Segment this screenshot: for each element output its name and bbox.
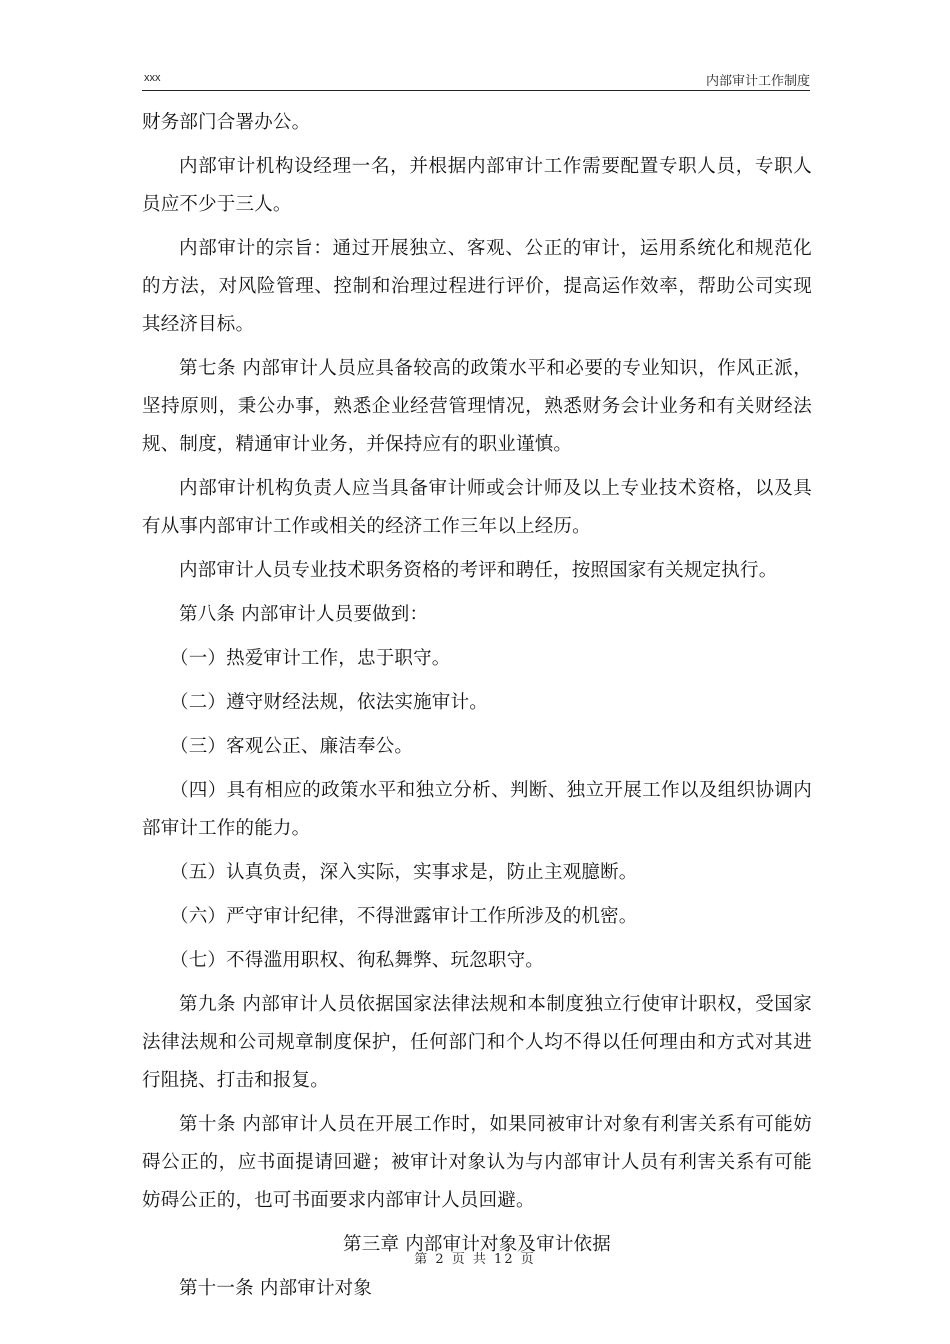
paragraph: 内部审计人员专业技术职务资格的考评和聘任，按照国家有关规定执行。	[179, 560, 778, 581]
list-item: （二）遵守财经法规，依法实施审计。	[170, 692, 488, 713]
paragraph: 内部审计的宗旨：通过开展独立、客观、公正的审计，运用系统化和规范化的方法，对风险管理、控制和治理过程进行评价，提高运作效率，帮助公司实现其经济目标。	[142, 238, 812, 335]
paragraph: 财务部门合署办公。	[142, 112, 311, 133]
list-item: （六）严守审计纪律，不得泄露审计工作所涉及的机密。	[170, 906, 638, 927]
list-item: （五）认真负责，深入实际，实事求是，防止主观臆断。	[170, 862, 638, 883]
paragraph: 内部审计机构负责人应当具备审计师或会计师及以上专业技术资格，以及具有从事内部审计工作或相关的经济工作三年以上经历。	[142, 478, 812, 537]
article-7: 第七条 内部审计人员应具备较高的政策水平和必要的专业知识，作风正派，坚持原则，秉公办事，熟悉企业经营管理情况，熟悉财务会计业务和有关财经法规、制度，精通审计业务，并保持应有的职业谨慎。	[142, 358, 812, 455]
list-item: （七）不得滥用职权、徇私舞弊、玩忽职守。	[170, 950, 545, 971]
paragraph: 内部审计机构设经理一名，并根据内部审计工作需要配置专职人员，专职人员应不少于三人。	[142, 156, 812, 215]
list-item: （四）具有相应的政策水平和独立分析、判断、独立开展工作以及组织协调内部审计工作的能力。	[142, 780, 812, 839]
document-body	[142, 104, 812, 1314]
article-11: 第十一条 内部审计对象	[179, 1278, 373, 1299]
chapter-heading: 第三章 内部审计对象及审计依据	[343, 1234, 611, 1255]
article-9: 第九条 内部审计人员依据国家法律法规和本制度独立行使审计职权，受国家法律法规和公司规章制度保护，任何部门和个人均不得以任何理由和方式对其进行阻挠、打击和报复。	[142, 994, 812, 1091]
list-item: （一）热爱审计工作，忠于职守。	[170, 648, 451, 669]
article-8: 第八条 内部审计人员要做到：	[179, 604, 429, 625]
header-title: 内部审计工作制度	[705, 74, 810, 89]
article-10: 第十条 内部审计人员在开展工作时，如果同被审计对象有利害关系有可能妨碍公正的，应书面提请回避；被审计对象认为与内部审计人员有利害关系有可能妨碍公正的，也可书面要求内部审计人员回避。	[142, 1114, 812, 1211]
header-left-text: xxx	[144, 72, 161, 84]
list-item: （三）客观公正、廉洁奉公。	[170, 736, 414, 757]
page-header	[142, 68, 810, 91]
page-number: 第 2 页 共 12 页	[414, 1252, 536, 1267]
